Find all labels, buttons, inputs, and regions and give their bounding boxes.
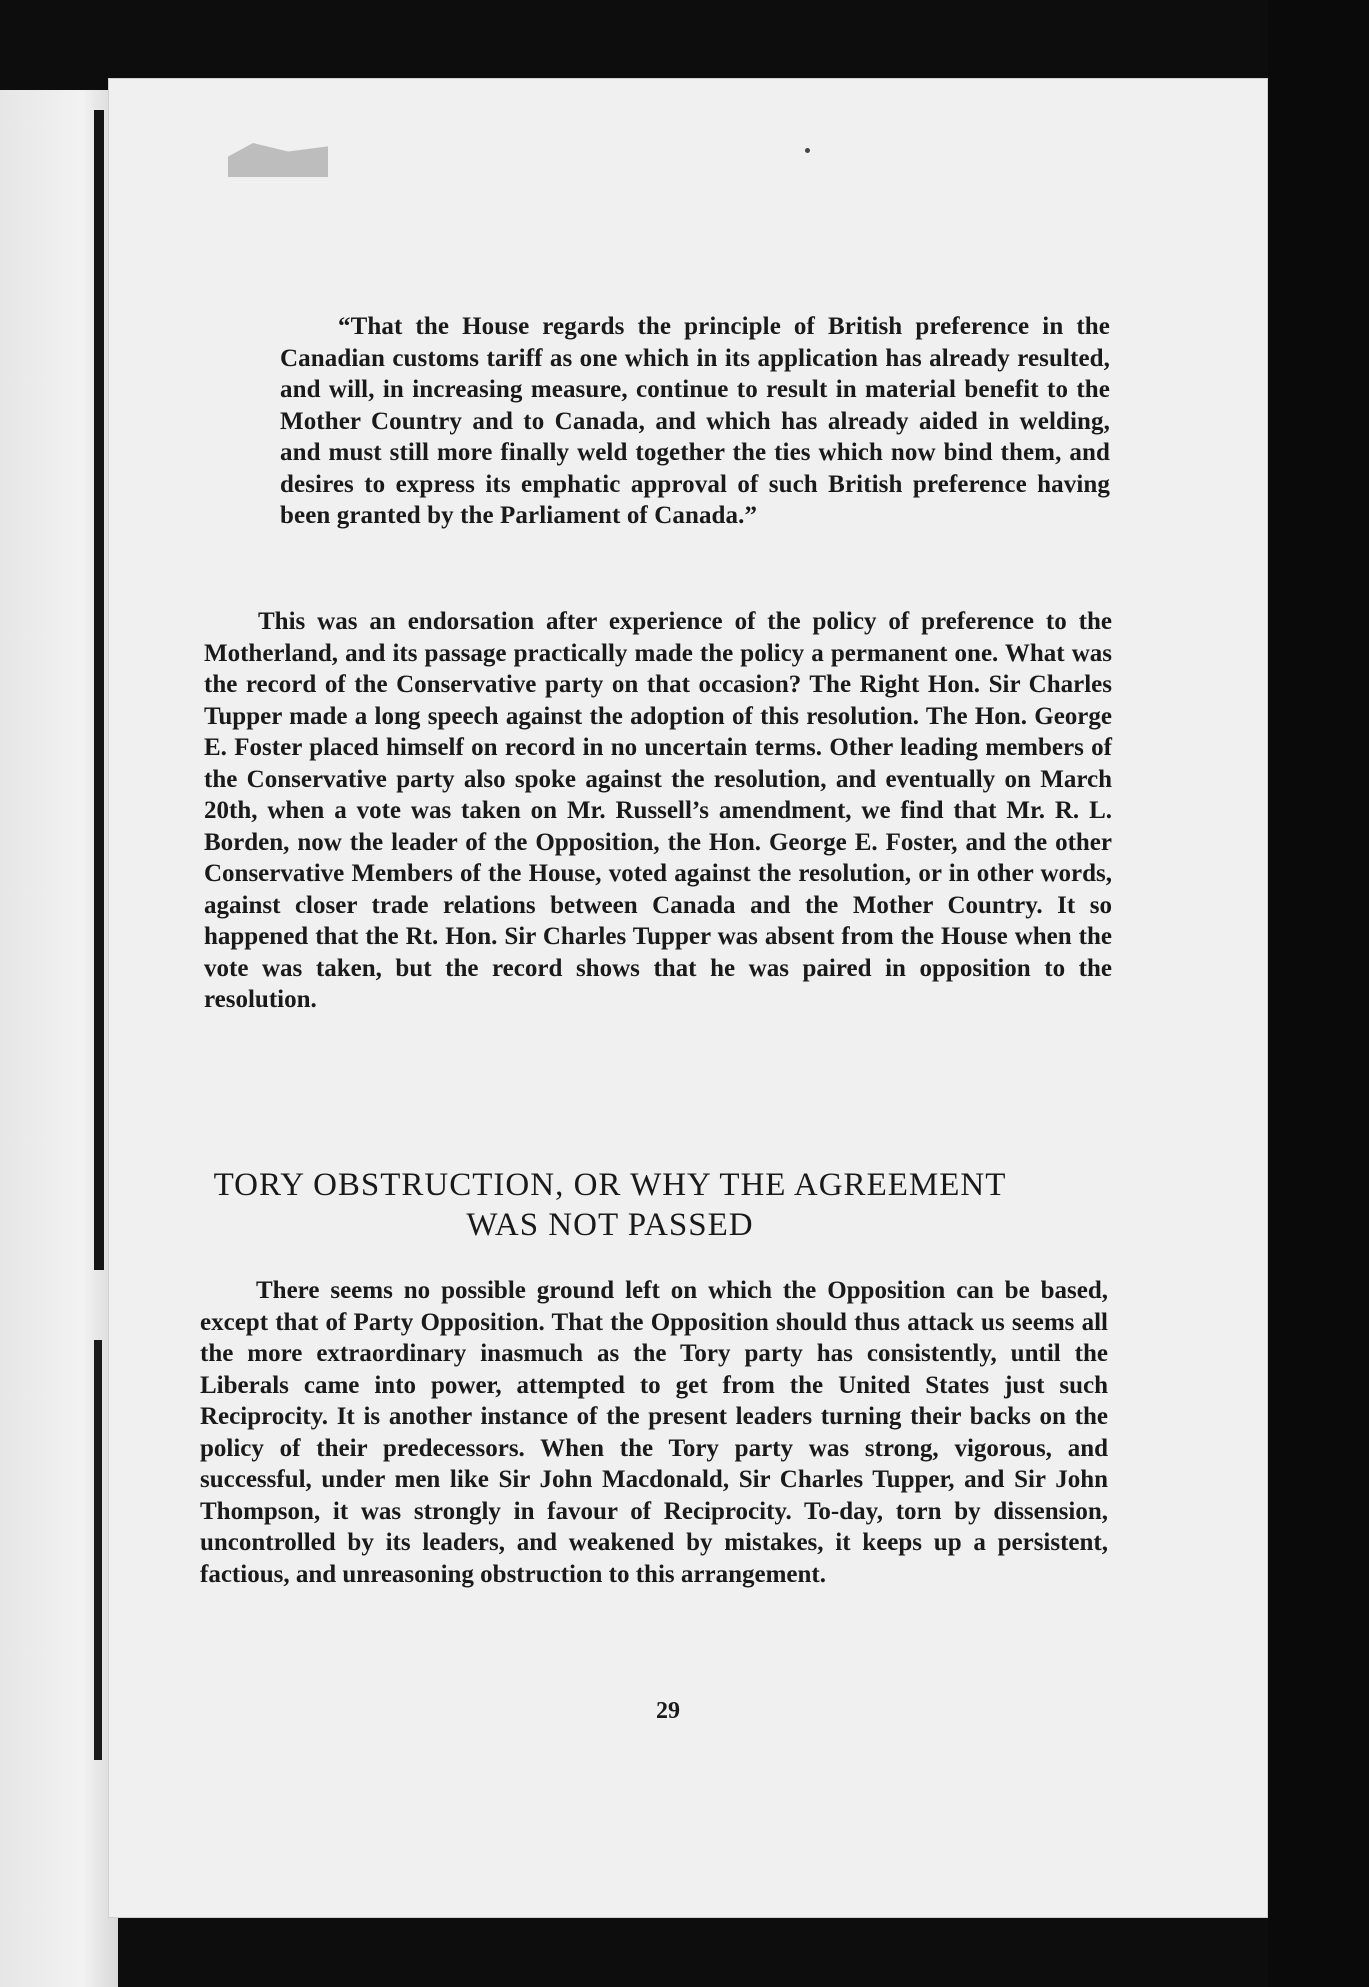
body-paragraph-2: There seems no possible ground left on which the Opposition can be based, except that of Party Opposition. That the Opposition should thus attack us seems all the more extraordinary inasmuch as the Tory party has consistently, until the Liberals came into power, attempted to get from the United States just such Reciprocity. It is another instance of the present leaders turning their backs on the policy of their predecessors. When the Tory party was strong, vigorous, and successful, under men like Sir John Macdonald, Sir Charles Tupper, and Sir John Thompson, it was strongly in favour of Reciprocity. To-day, torn by dissension, uncontrolled by its leaders, and weakened by mistakes, it keeps up a persistent, factious, and unreasoning obstruction to this arrangement. <box>200 1277 1108 1588</box>
document-page <box>108 78 1268 1918</box>
page-tear-mark <box>228 143 328 177</box>
binding-shadow-lower <box>94 1340 102 1760</box>
page-number: 29 <box>656 1698 680 1724</box>
quoted-resolution: “That the House regards the principle of British preference in the Canadian customs tariff as one which in its application has already resulted, and will, in increasing measure, continue to result in material benefit to the Mother Country and to Canada, and which has already aided in welding, and must still more finally weld together the ties which now bind them, and desires to express its emphatic approval of such British preference having been granted by the Parliament of Canada.” <box>280 313 1110 529</box>
body-paragraph-1: This was an endorsation after experience of the policy of preference to the Motherland, and its passage practically made the policy a permanent one. What was the record of the Conservative party on that occasion? The Right Hon. Sir Charles Tupper made a long speech against the adoption of this resolution. The Hon. George E. Foster placed himself on record in no uncertain terms. Other leading members of the Conservative party also spoke against the resolution, and eventually on March 20th, when a vote was taken on Mr. Russell’s amendment, we find that Mr. R. L. Borden, now the leader of the Opposition, the Hon. George E. Foster, and the other Conservative Members of the House, voted against the resolution, or in other words, against closer trade relations between Canada and the Mother Country. It so happened that the Rt. Hon. Sir Charles Tupper was absent from the House when the vote was taken, but the record shows that he was paired in opposition to the resolution. <box>204 608 1112 1013</box>
ink-dot <box>805 148 810 153</box>
scan-right-margin <box>1268 0 1369 1987</box>
section-heading: TORY OBSTRUCTION, OR WHY THE AGREEMENT WAS NOT PASSED <box>213 1167 1007 1244</box>
binding-shadow <box>94 110 104 1270</box>
